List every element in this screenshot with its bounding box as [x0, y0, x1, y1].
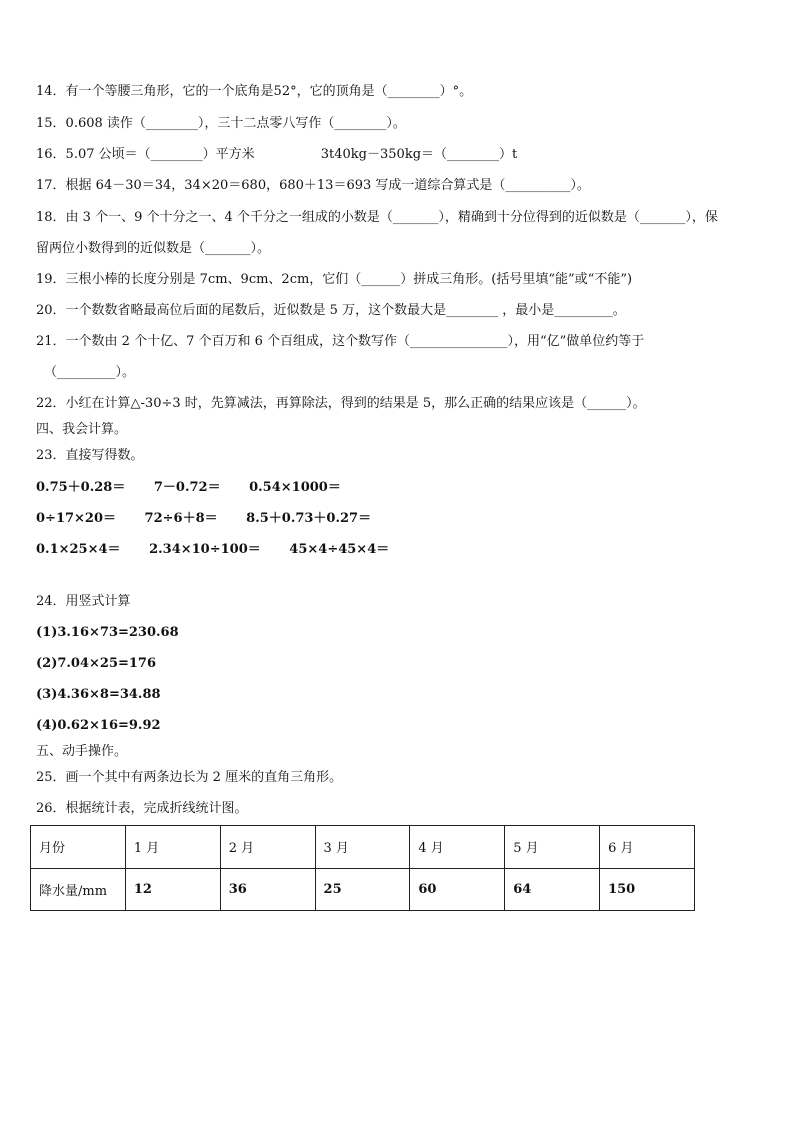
question-26: 26．根据统计表，完成折线统计图。	[36, 801, 248, 816]
value-mar: 25	[315, 868, 410, 911]
calc-2-3: 8.5＋0.73＋0.27＝	[246, 511, 372, 526]
header-may: 5 月	[505, 826, 600, 869]
calc-row-1	[36, 480, 341, 496]
question-14: 14．有一个等腰三角形，它的一个底角是52°，它的顶角是（________）°。	[36, 84, 473, 99]
vertical-calc-1: (1)3.16×73=230.68	[36, 625, 179, 640]
question-17: 17．根据 64－30＝34，34×20＝680，680＋13＝693 写成一道综合算式是（__________）。	[36, 178, 590, 193]
question-22: 22．小红在计算△-30÷3 时，先算减法，再算除法，得到的结果是 5，那么正确的结果应该是（______）。	[36, 396, 646, 411]
header-month: 月份	[31, 826, 126, 869]
question-16-part-a: 16．5.07 公顷＝（________）平方米	[36, 147, 255, 162]
row-label-rainfall: 降水量/mm	[31, 868, 126, 911]
question-18-line-2: 留两位小数得到的近似数是（_______）。	[36, 241, 271, 256]
question-24: 24．用竖式计算	[36, 594, 131, 609]
calc-3-3: 45×4÷45×4＝	[289, 542, 390, 557]
question-20: 20．一个数数省略最高位后面的尾数后，近似数是 5 万，这个数最大是________ ，最小是_________。	[36, 303, 626, 318]
table-header-row	[31, 826, 695, 869]
value-jun: 150	[600, 868, 695, 911]
header-jan: 1 月	[125, 826, 220, 869]
value-may: 64	[505, 868, 600, 911]
vertical-calc-3: (3)4.36×8=34.88	[36, 687, 161, 702]
calc-row-2	[36, 511, 371, 527]
header-jun: 6 月	[600, 826, 695, 869]
calc-1-3: 0.54×1000＝	[249, 480, 341, 495]
header-feb: 2 月	[220, 826, 315, 869]
calc-2-2: 72÷6＋8＝	[144, 511, 218, 526]
question-18-line-1: 18．由 3 个一、9 个十分之一、4 个千分之一组成的小数是（_______），精确到十分位得到的近似数是（_______），保	[36, 210, 718, 225]
calc-1-2: 7－0.72＝	[153, 480, 221, 495]
value-feb: 36	[220, 868, 315, 911]
calc-2-1: 0÷17×20＝	[36, 511, 117, 526]
question-15: 15．0.608 读作（________），三十二点零八写作（________）。	[36, 116, 406, 131]
question-21-line-1: 21．一个数由 2 个十亿、7 个百万和 6 个百组成，这个数写作（_______________），用“亿”做单位约等于	[36, 334, 645, 349]
section-4-title: 四、我会计算。	[36, 422, 128, 437]
question-19: 19．三根小棒的长度分别是 7cm、9cm、2cm，它们（______）拼成三角形。(括号里填“能”或“不能”)	[36, 272, 633, 287]
question-25: 25．画一个其中有两条边长为 2 厘米的直角三角形。	[36, 770, 343, 785]
vertical-calc-2: (2)7.04×25=176	[36, 656, 157, 671]
table-data-row	[31, 868, 695, 911]
calc-1-1: 0.75＋0.28＝	[36, 480, 126, 495]
calc-3-1: 0.1×25×4＝	[36, 542, 121, 557]
rainfall-table	[30, 825, 695, 911]
question-21-line-2: （_________）。	[44, 365, 136, 380]
calc-row-3	[36, 542, 389, 558]
question-16-part-b: 3t40kg－350kg＝（________）t	[320, 147, 518, 162]
calc-3-2: 2.34×10÷100＝	[149, 542, 261, 557]
vertical-calc-4: (4)0.62×16=9.92	[36, 718, 161, 733]
header-apr: 4 月	[410, 826, 505, 869]
header-mar: 3 月	[315, 826, 410, 869]
question-23: 23．直接写得数。	[36, 448, 144, 463]
value-jan: 12	[125, 868, 220, 911]
section-5-title: 五、动手操作。	[36, 744, 128, 759]
question-16	[36, 147, 517, 163]
value-apr: 60	[410, 868, 505, 911]
